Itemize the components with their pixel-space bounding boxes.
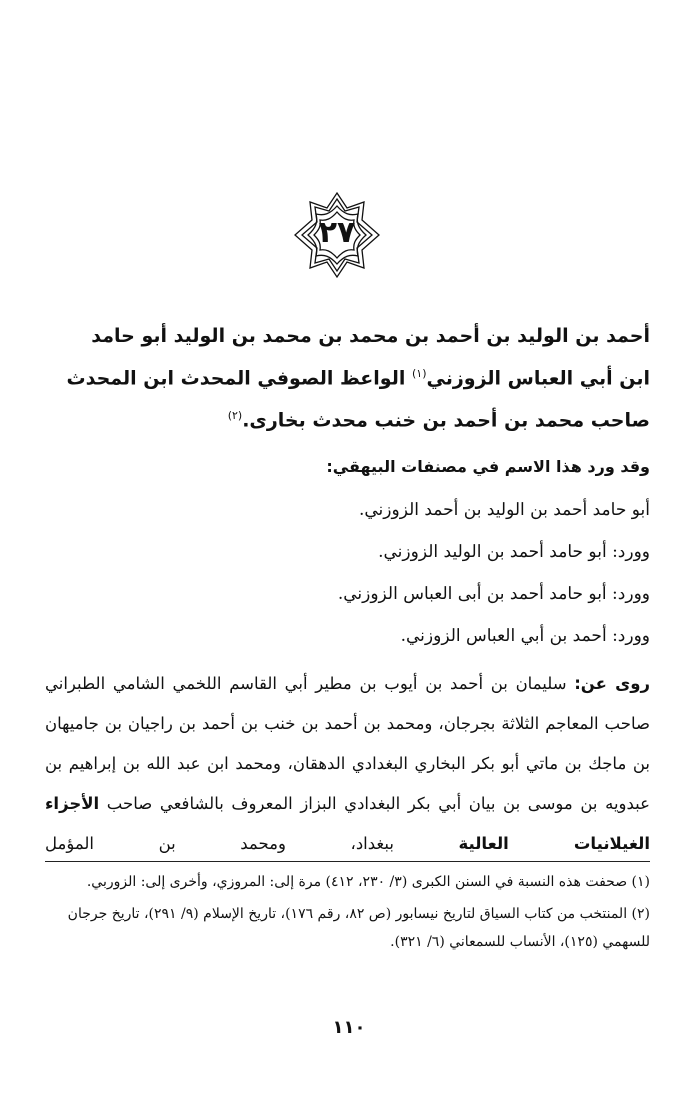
name-variant: وورد: أبو حامد أحمد بن الوليد الزوزني.	[378, 542, 650, 562]
footnote-marker-2: (٢)	[227, 409, 243, 423]
footnote-divider	[45, 861, 650, 862]
name-variant: أبو حامد أحمد بن الوليد بن أحمد الزوزني.	[358, 500, 650, 520]
name-variant: وورد: أحمد بن أبي العباس الزوزني.	[400, 626, 650, 646]
narrated-bold-phrase: الأجزاء الغيلانيات العالية	[45, 794, 650, 853]
heading-line-2	[45, 355, 650, 397]
section-subheading: وقد ورد هذا الاسم في مصنفات البيهقي:	[326, 457, 650, 476]
footnotes	[45, 868, 650, 960]
footnote-1: (١) صحفت هذه النسبة في السنن الكبرى (٣/ ٢٣٠، ٤١٢) مرة إلى: المروزي، وأخرى إلى: الزوربي.	[86, 874, 650, 890]
narrated-label: روى عن:	[574, 674, 650, 693]
narrated-from-paragraph	[45, 664, 650, 864]
heading-line-1: أحمد بن الوليد بن أحمد بن محمد بن محمد بن الوليد أبو حامد	[91, 325, 650, 347]
heading-line-3	[45, 397, 650, 439]
heading-line-2-start: ابن أبي العباس الزوزني	[426, 367, 650, 390]
name-variant: وورد: أبو حامد أحمد بن أبى العباس الزوزني.	[337, 584, 650, 604]
entry-heading	[45, 318, 650, 440]
footnote-marker-1: (١)	[411, 367, 427, 380]
chapter-number: ٢٧	[318, 215, 356, 250]
narrated-text-part-2: ببغداد، ومحمد بن المؤمل	[45, 834, 459, 853]
footnote-2: (٢) المنتخب من كتاب السياق لتاريخ نيسابور (ص ٨٢، رقم ١٧٦)، تاريخ الإسلام (٩/ ٢٩١)، تاريخ جرجان للسهمي (١٢٥)، الأنساب للسمعاني (٦/ ٣٢١).	[67, 906, 650, 950]
name-variants-list	[45, 496, 650, 664]
narrated-text-part-1: سليمان بن أحمد بن أيوب بن مطير أبي القاسم اللخمي الشامي الطبراني صاحب المعاجم الثلاثة بجرجان، ومحمد بن أحمد بن خنب بن أحمد بن راجيان بن جاميهان بن ماجك بن ماتي أبو بكر البخاري البغدادي الدهقان، ومحمد ابن عبد الله بن إبراهيم بن عبدويه بن موسى بن بيان أبي بكر البغدادي البزاز المعروف بالشافعي صاحب	[45, 674, 650, 813]
heading-line-3-text: صاحب محمد بن أحمد بن خنب محدث بخارى.	[242, 409, 650, 432]
heading-line-2-end: الواعظ الصوفي المحدث ابن المحدث	[66, 367, 412, 390]
page-number: ١١٠	[332, 1017, 366, 1038]
